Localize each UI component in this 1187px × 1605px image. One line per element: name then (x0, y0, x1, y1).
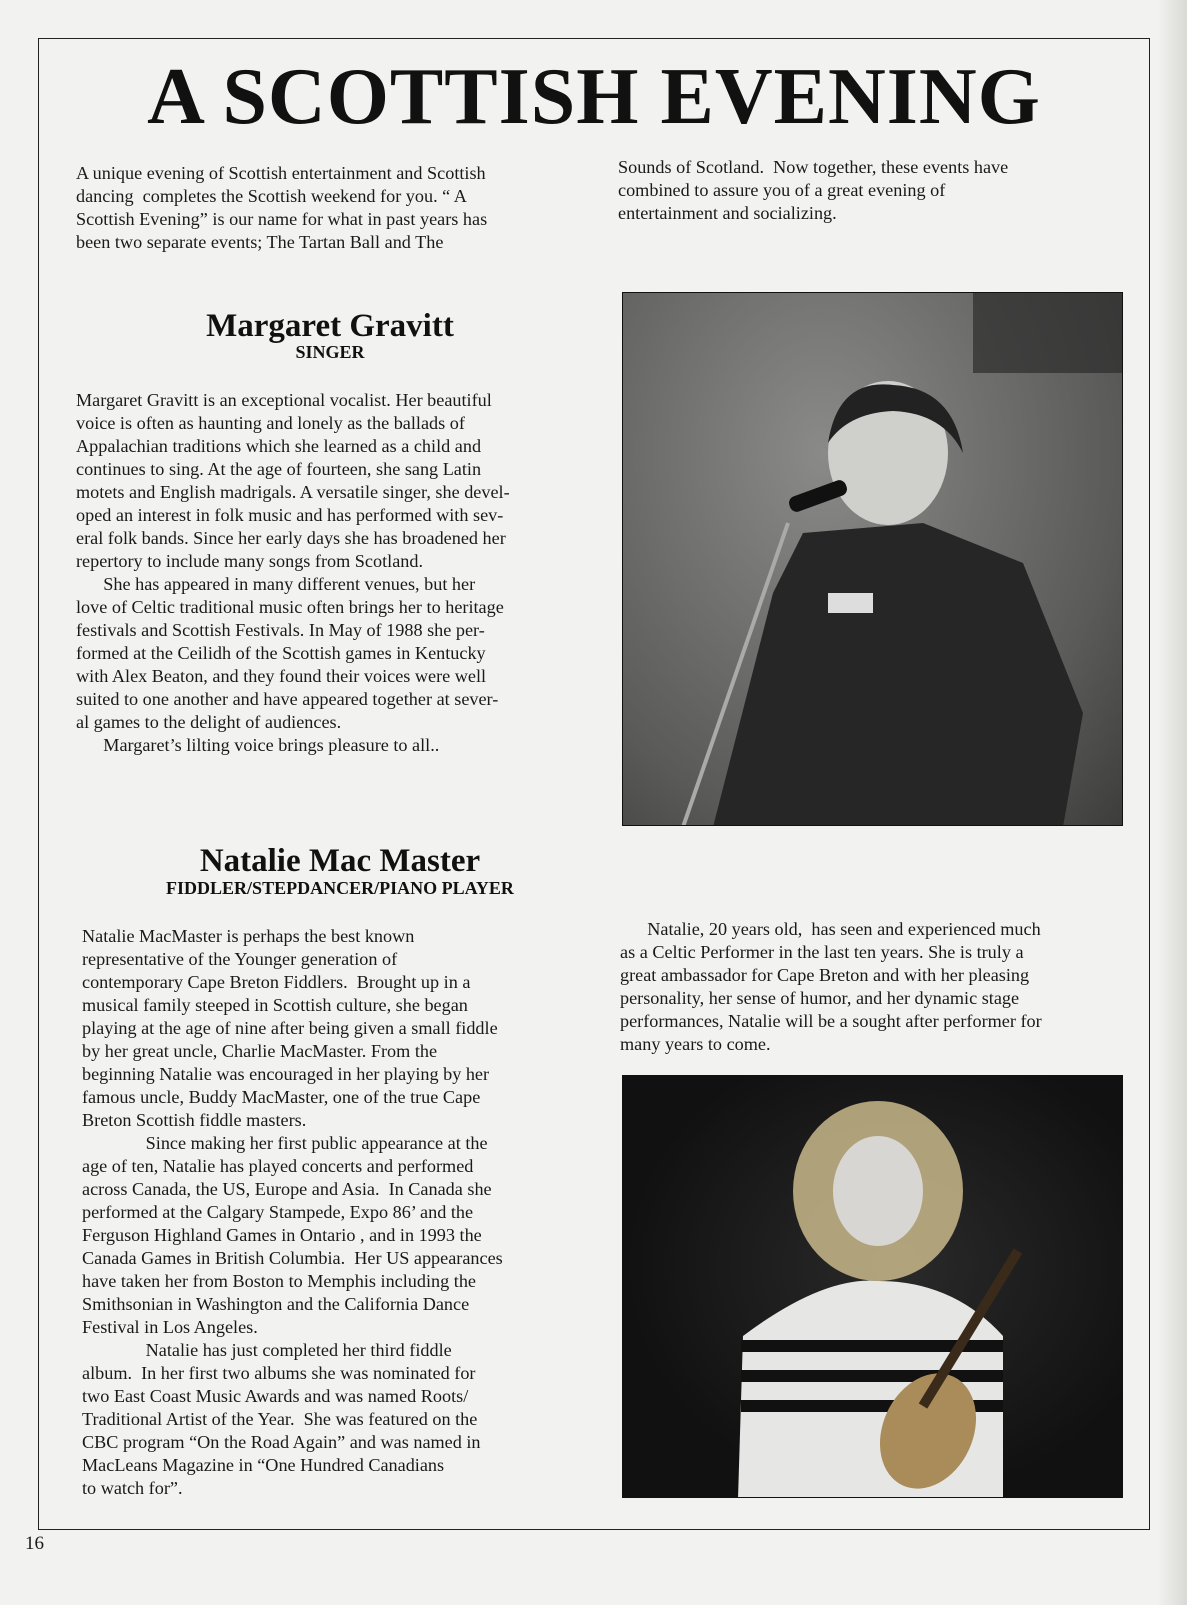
text-line: continues to sing. At the age of fourteen, she sang Latin (76, 459, 482, 479)
text-line: across Canada, the US, Europe and Asia. In Canada she (82, 1179, 492, 1199)
text-line: entertainment and socializing. (618, 203, 837, 223)
text-line: MacLeans Magazine in “One Hundred Canadians (82, 1455, 445, 1475)
text-line: voice is often as haunting and lonely as the ballads of (76, 413, 465, 433)
text-line: playing at the age of nine after being given a small fiddle (82, 1018, 498, 1038)
text-line: been two separate events; The Tartan Ball and The (76, 232, 444, 252)
performer2-bio-right (620, 918, 1042, 1056)
text-line: She has appeared in many different venues, but her (76, 574, 476, 594)
intro-left (76, 162, 487, 254)
text-line: repertory to include many songs from Scotland. (76, 551, 424, 571)
text-line: album. In her first two albums she was nominated for (82, 1363, 476, 1383)
text-line: personality, her sense of humor, and her dynamic stage (620, 988, 1020, 1008)
text-line: many years to come. (620, 1034, 771, 1054)
performer1-role: SINGER (295, 342, 365, 362)
text-line: Traditional Artist of the Year. She was featured on the (82, 1409, 478, 1429)
text-line: Smithsonian in Washington and the California Dance (82, 1294, 470, 1314)
text-line: Since making her first public appearance at the (82, 1133, 488, 1153)
text-line: by her great uncle, Charlie MacMaster. From the (82, 1041, 438, 1061)
text-line: A unique evening of Scottish entertainment and Scottish (76, 163, 486, 183)
text-line: Ferguson Highland Games in Ontario , and in 1993 the (82, 1225, 482, 1245)
performer1-bio (76, 389, 510, 757)
text-line: contemporary Cape Breton Fiddlers. Brought up in a (82, 972, 471, 992)
text-line: al games to the delight of audiences. (76, 712, 342, 732)
text-line: Canada Games in British Columbia. Her US appearances (82, 1248, 503, 1268)
text-line: musical family steeped in Scottish culture, she began (82, 995, 468, 1015)
text-line: with Alex Beaton, and they found their voices were well (76, 666, 487, 686)
text-line: love of Celtic traditional music often brings her to heritage (76, 597, 504, 617)
text-line: Scottish Evening” is our name for what in past years has (76, 209, 488, 229)
performer1-name: Margaret Gravitt (206, 308, 454, 344)
text-line: CBC program “On the Road Again” and was named in (82, 1432, 481, 1452)
text-line: Appalachian traditions which she learned as a child and (76, 436, 482, 456)
text-line: beginning Natalie was encouraged in her playing by her (82, 1064, 490, 1084)
text-line: age of ten, Natalie has played concerts and performed (82, 1156, 474, 1176)
page-gutter-shadow (1157, 0, 1187, 1605)
text-line: Natalie MacMaster is perhaps the best known (82, 926, 415, 946)
page-title: A SCOTTISH EVENING (147, 53, 1041, 141)
text-line: festivals and Scottish Festivals. In May of 1988 she per- (76, 620, 485, 640)
text-line: great ambassador for Cape Breton and with her pleasing (620, 965, 1030, 985)
fiddler-photo (622, 1075, 1123, 1498)
text-line: Natalie, 20 years old, has seen and experienced much (620, 919, 1041, 939)
text-line: Natalie has just completed her third fiddle (82, 1340, 452, 1360)
text-line: two East Coast Music Awards and was named Roots/ (82, 1386, 469, 1406)
text-line: performed at the Calgary Stampede, Expo 86’ and the (82, 1202, 474, 1222)
text-line: oped an interest in folk music and has performed with sev- (76, 505, 504, 525)
text-line: as a Celtic Performer in the last ten years. She is truly a (620, 942, 1024, 962)
text-line: formed at the Ceilidh of the Scottish games in Kentucky (76, 643, 486, 663)
text-line: performances, Natalie will be a sought after performer for (620, 1011, 1042, 1031)
performer2-bio-left (82, 925, 503, 1500)
text-line: Margaret Gravitt is an exceptional vocalist. Her beautiful (76, 390, 492, 410)
text-line: have taken her from Boston to Memphis including the (82, 1271, 476, 1291)
text-line: dancing completes the Scottish weekend for you. “ A (76, 186, 467, 206)
text-line: suited to one another and have appeared together at sever- (76, 689, 499, 709)
text-line: Festival in Los Angeles. (82, 1317, 258, 1337)
singer-photo (622, 292, 1123, 826)
performer2-name: Natalie Mac Master (199, 843, 481, 879)
text-line: representative of the Younger generation of (82, 949, 398, 969)
text-line: combined to assure you of a great evening of (618, 180, 946, 200)
text-line: Sounds of Scotland. Now together, these events have (618, 157, 1009, 177)
text-line: to watch for”. (82, 1478, 183, 1498)
text-line: motets and English madrigals. A versatile singer, she devel- (76, 482, 510, 502)
performer2-role: FIDDLER/STEPDANCER/PIANO PLAYER (166, 878, 514, 898)
text-line: Margaret’s lilting voice brings pleasure to all.. (76, 735, 440, 755)
text-line: eral folk bands. Since her early days she has broadened her (76, 528, 506, 548)
page-number: 16 (25, 1533, 44, 1554)
text-line: famous uncle, Buddy MacMaster, one of the true Cape (82, 1087, 481, 1107)
intro-right (618, 156, 1008, 225)
text-line: Breton Scottish fiddle masters. (82, 1110, 307, 1130)
